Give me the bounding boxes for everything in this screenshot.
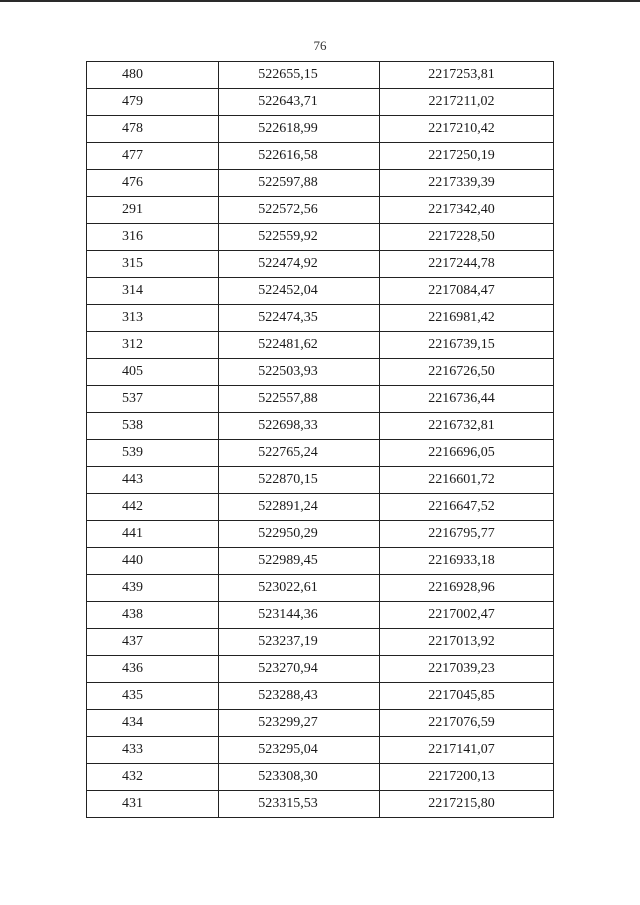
table-row [87,224,554,251]
x-coordinate-cell: 522618,99 [219,116,380,143]
x-coordinate-cell: 522597,88 [219,170,380,197]
table-row [87,143,554,170]
table-row [87,764,554,791]
x-coordinate-cell: 523308,30 [219,764,380,791]
point-number-cell: 438 [87,602,219,629]
table-row [87,683,554,710]
table-row [87,251,554,278]
point-number-cell: 439 [87,575,219,602]
x-coordinate-cell: 522572,56 [219,197,380,224]
point-number-cell: 442 [87,494,219,521]
point-number-cell: 434 [87,710,219,737]
point-number-cell: 316 [87,224,219,251]
table-row [87,602,554,629]
coordinates-table [86,61,554,818]
x-coordinate-cell: 523237,19 [219,629,380,656]
y-coordinate-cell: 2217339,39 [380,170,554,197]
y-coordinate-cell: 2216601,72 [380,467,554,494]
x-coordinate-cell: 523288,43 [219,683,380,710]
x-coordinate-cell: 522698,33 [219,413,380,440]
coordinates-table-body [87,62,554,818]
y-coordinate-cell: 2217253,81 [380,62,554,89]
point-number-cell: 443 [87,467,219,494]
page-number: 76 [313,38,327,53]
table-row [87,197,554,224]
y-coordinate-cell: 2217200,13 [380,764,554,791]
point-number-cell: 431 [87,791,219,818]
x-coordinate-cell: 522559,92 [219,224,380,251]
x-coordinate-cell: 522474,35 [219,305,380,332]
table-row [87,521,554,548]
table-row [87,386,554,413]
x-coordinate-cell: 522765,24 [219,440,380,467]
y-coordinate-cell: 2217250,19 [380,143,554,170]
y-coordinate-cell: 2216795,77 [380,521,554,548]
point-number-cell: 432 [87,764,219,791]
point-number-cell: 478 [87,116,219,143]
y-coordinate-cell: 2217002,47 [380,602,554,629]
x-coordinate-cell: 522655,15 [219,62,380,89]
y-coordinate-cell: 2216928,96 [380,575,554,602]
point-number-cell: 313 [87,305,219,332]
x-coordinate-cell: 523144,36 [219,602,380,629]
y-coordinate-cell: 2217211,02 [380,89,554,116]
y-coordinate-cell: 2216981,42 [380,305,554,332]
y-coordinate-cell: 2217013,92 [380,629,554,656]
y-coordinate-cell: 2216696,05 [380,440,554,467]
table-row [87,332,554,359]
x-coordinate-cell: 522891,24 [219,494,380,521]
x-coordinate-cell: 523295,04 [219,737,380,764]
point-number-cell: 539 [87,440,219,467]
x-coordinate-cell: 522643,71 [219,89,380,116]
y-coordinate-cell: 2216726,50 [380,359,554,386]
y-coordinate-cell: 2217045,85 [380,683,554,710]
x-coordinate-cell: 522870,15 [219,467,380,494]
y-coordinate-cell: 2216739,15 [380,332,554,359]
table-row [87,656,554,683]
y-coordinate-cell: 2217141,07 [380,737,554,764]
table-row [87,305,554,332]
y-coordinate-cell: 2216736,44 [380,386,554,413]
x-coordinate-cell: 523315,53 [219,791,380,818]
point-number-cell: 476 [87,170,219,197]
point-number-cell: 437 [87,629,219,656]
table-row [87,737,554,764]
point-number-cell: 479 [87,89,219,116]
x-coordinate-cell: 522989,45 [219,548,380,575]
x-coordinate-cell: 522557,88 [219,386,380,413]
point-number-cell: 477 [87,143,219,170]
table-row [87,413,554,440]
point-number-cell: 405 [87,359,219,386]
table-row [87,89,554,116]
point-number-cell: 291 [87,197,219,224]
point-number-cell: 538 [87,413,219,440]
table-row [87,62,554,89]
y-coordinate-cell: 2217228,50 [380,224,554,251]
point-number-cell: 315 [87,251,219,278]
point-number-cell: 441 [87,521,219,548]
point-number-cell: 314 [87,278,219,305]
point-number-cell: 537 [87,386,219,413]
table-row [87,791,554,818]
table-row [87,170,554,197]
y-coordinate-cell: 2216732,81 [380,413,554,440]
x-coordinate-cell: 523299,27 [219,710,380,737]
point-number-cell: 480 [87,62,219,89]
point-number-cell: 435 [87,683,219,710]
table-row [87,359,554,386]
y-coordinate-cell: 2217210,42 [380,116,554,143]
table-row [87,710,554,737]
point-number-cell: 436 [87,656,219,683]
table-row [87,548,554,575]
table-row [87,467,554,494]
x-coordinate-cell: 522481,62 [219,332,380,359]
point-number-cell: 312 [87,332,219,359]
y-coordinate-cell: 2216933,18 [380,548,554,575]
x-coordinate-cell: 522474,92 [219,251,380,278]
y-coordinate-cell: 2217244,78 [380,251,554,278]
point-number-cell: 433 [87,737,219,764]
x-coordinate-cell: 522503,93 [219,359,380,386]
table-row [87,116,554,143]
x-coordinate-cell: 522452,04 [219,278,380,305]
point-number-cell: 440 [87,548,219,575]
y-coordinate-cell: 2217084,47 [380,278,554,305]
table-row [87,575,554,602]
x-coordinate-cell: 523270,94 [219,656,380,683]
y-coordinate-cell: 2217039,23 [380,656,554,683]
table-row [87,494,554,521]
x-coordinate-cell: 522616,58 [219,143,380,170]
x-coordinate-cell: 523022,61 [219,575,380,602]
y-coordinate-cell: 2216647,52 [380,494,554,521]
y-coordinate-cell: 2217215,80 [380,791,554,818]
table-row [87,278,554,305]
scan-border [0,0,640,2]
y-coordinate-cell: 2217342,40 [380,197,554,224]
y-coordinate-cell: 2217076,59 [380,710,554,737]
table-row [87,629,554,656]
table-row [87,440,554,467]
x-coordinate-cell: 522950,29 [219,521,380,548]
